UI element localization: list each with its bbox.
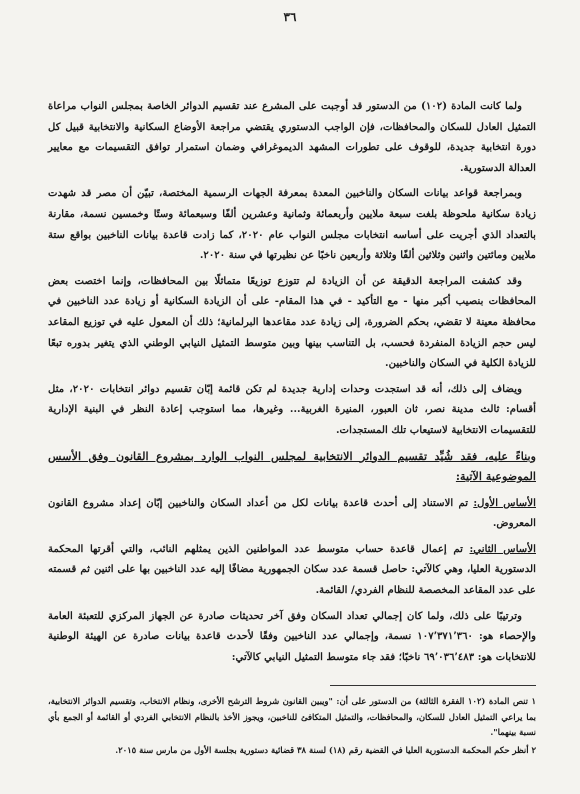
page-number: ٣٦	[283, 10, 297, 24]
basis-first	[48, 493, 536, 534]
basis-second	[48, 539, 536, 601]
paragraph-population-increase: وبمراجعة قواعد بيانات السكان والناخبين المعدة بمعرفة الجهات الرسمية المختصة، تبيّن أن مصر قد شهدت زيادة سكانية ملحوظة بلغت سبعة ملايين وأربعمائة وثمانية وعشرين ألفًا وسبعمائة وستًا وخمسين نسمة، مقارنة بالتعداد الذي أجريت على أساسه انتخابات مجلس النواب عام ٢٠٢٠، كما زادت قاعدة بيانات الناخبين بواقع ستة ملايين ومائتين واثنين وثلاثين ألفًا وثلاثة وأربعين ناخبًا عن نظيرتها في سنة ٢٠٢٠.	[48, 187, 536, 262]
footnotes	[48, 694, 536, 760]
footnote-1: ١ تنص المادة (١٠٢ الفقرة الثالثة) من الدستور على أن: "ويبين القانون شروط الترشح الأخرى، ونظام الانتخاب، وتقسيم الدوائر الانتخابية، بما يراعي التمثيل العادل للسكان، والمحافظات، والتمثيل المتكافئ للناخبين، ويجوز الأخذ بالنظام الانتخابي الفردي أو القائمة أو الجمع بأي نسبة بينهما".	[48, 696, 537, 737]
paragraph-constitutional-duty: ولما كانت المادة (١٠٢) من الدستور قد أوجبت على المشرع عند تقسيم الدوائر الخاصة بمجلس النواب مراعاة التمثيل العادل للسكان والمحافظات، فإن الواجب الدستوري يقتضي مراجعة الأوضاع السكانية والانتخابية قبيل كل دورة انتخابية جديدة، للوقوف على تطورات المشهد الديموغرافي وضمان استمرار توافق التقسيمات مع معايير العدالة الدستورية.	[48, 100, 536, 174]
paragraph-closing: وترتيبًا على ذلك، ولما كان إجمالي تعداد السكان وفق آخر تحديثات صادرة عن الجهاز المركزي للتعبئة العامة والإحصاء هو: ١٠٧٬٣٧١٬٣٦٠ نسمة، وإجمالي عدد الناخبين وفقًا لأحدث قاعدة بيانات صادرة عن الهيئة الوطنية للانتخابات هو: ٦٩٬٠٣٦٬٤٨٣ ناخبًا؛ فقد جاء متوسط التمثيل النيابي كالآتي:	[48, 609, 536, 663]
paragraph-distribution-review: وقد كشفت المراجعة الدقيقة عن أن الزيادة لم تتوزع توزيعًا متماثلًا بين المحافظات، وإنما اختصت بعض المحافظات بنصيب أكبر منها - مع التأكيد - في هذا المقام- على أن الزيادة السكانية أو زيادة عدد الناخبين في محافظة معينة لا تقضي، بحكم الضرورة، إلى زيادة عدد مقاعدها البرلمانية؛ ذلك أن المعول عليه في توزيع المقاعد ليس حجم الزيادة المنفردة فحسب، بل التناسب بينها وبين متوسط التمثيل النيابي الوطني الذي يتغير بدوره تبعًا للزيادة الكلية في السكان والناخبين.	[48, 274, 536, 370]
section-heading: وبناءً عليه، فقد شُيِّد تقسيم الدوائر الانتخابية لمجلس النواب الوارد بمشروع القانون وفق الأسس الموضوعية الآتية:	[48, 448, 536, 484]
basis-first-text: تم الاستناد إلى أحدث قاعدة بيانات لكل من أعداد السكان والناخبين إبّان إعداد مشروع القانون المعروض.	[48, 496, 536, 530]
basis-second-text: تم إعمال قاعدة حساب متوسط عدد المواطنين الذين يمثلهم النائب، والتي أقرتها المحكمة الدستورية العليا، وهي كالآتي: حاصل قسمة عدد سكان الجمهورية مضافًا إليه عدد الناخبين بها على اثنين ثم قسمته على عدد المقاعد المخصصة للنظام الفردي/ القائمة.	[48, 542, 536, 597]
main-body	[48, 96, 536, 672]
basis-second-label: الأساس الثاني:	[469, 542, 536, 555]
footnote-2: ٢ أنظر حكم المحكمة الدستورية العليا في القضية رقم (١٨) لسنة ٣٨ قضائية دستورية بجلسة الأول من مارس سنة ٢٠١٥.	[115, 744, 536, 755]
basis-first-label: الأساس الأول:	[473, 496, 536, 509]
paragraph-new-units: ويضاف إلى ذلك، أنه قد استجدت وحدات إدارية جديدة لم تكن قائمة إبّان تقسيم دوائر انتخابات ٢٠٢٠، مثل أقسام: ثالث مدينة نصر، ثان العبور، المنيرة الغربية... وغيرها، مما استوجب إعادة النظر في البنية الإدارية للتقسيمات الانتخابية لاستيعاب تلك المستجدات.	[48, 382, 536, 436]
footnote-divider	[330, 685, 536, 686]
